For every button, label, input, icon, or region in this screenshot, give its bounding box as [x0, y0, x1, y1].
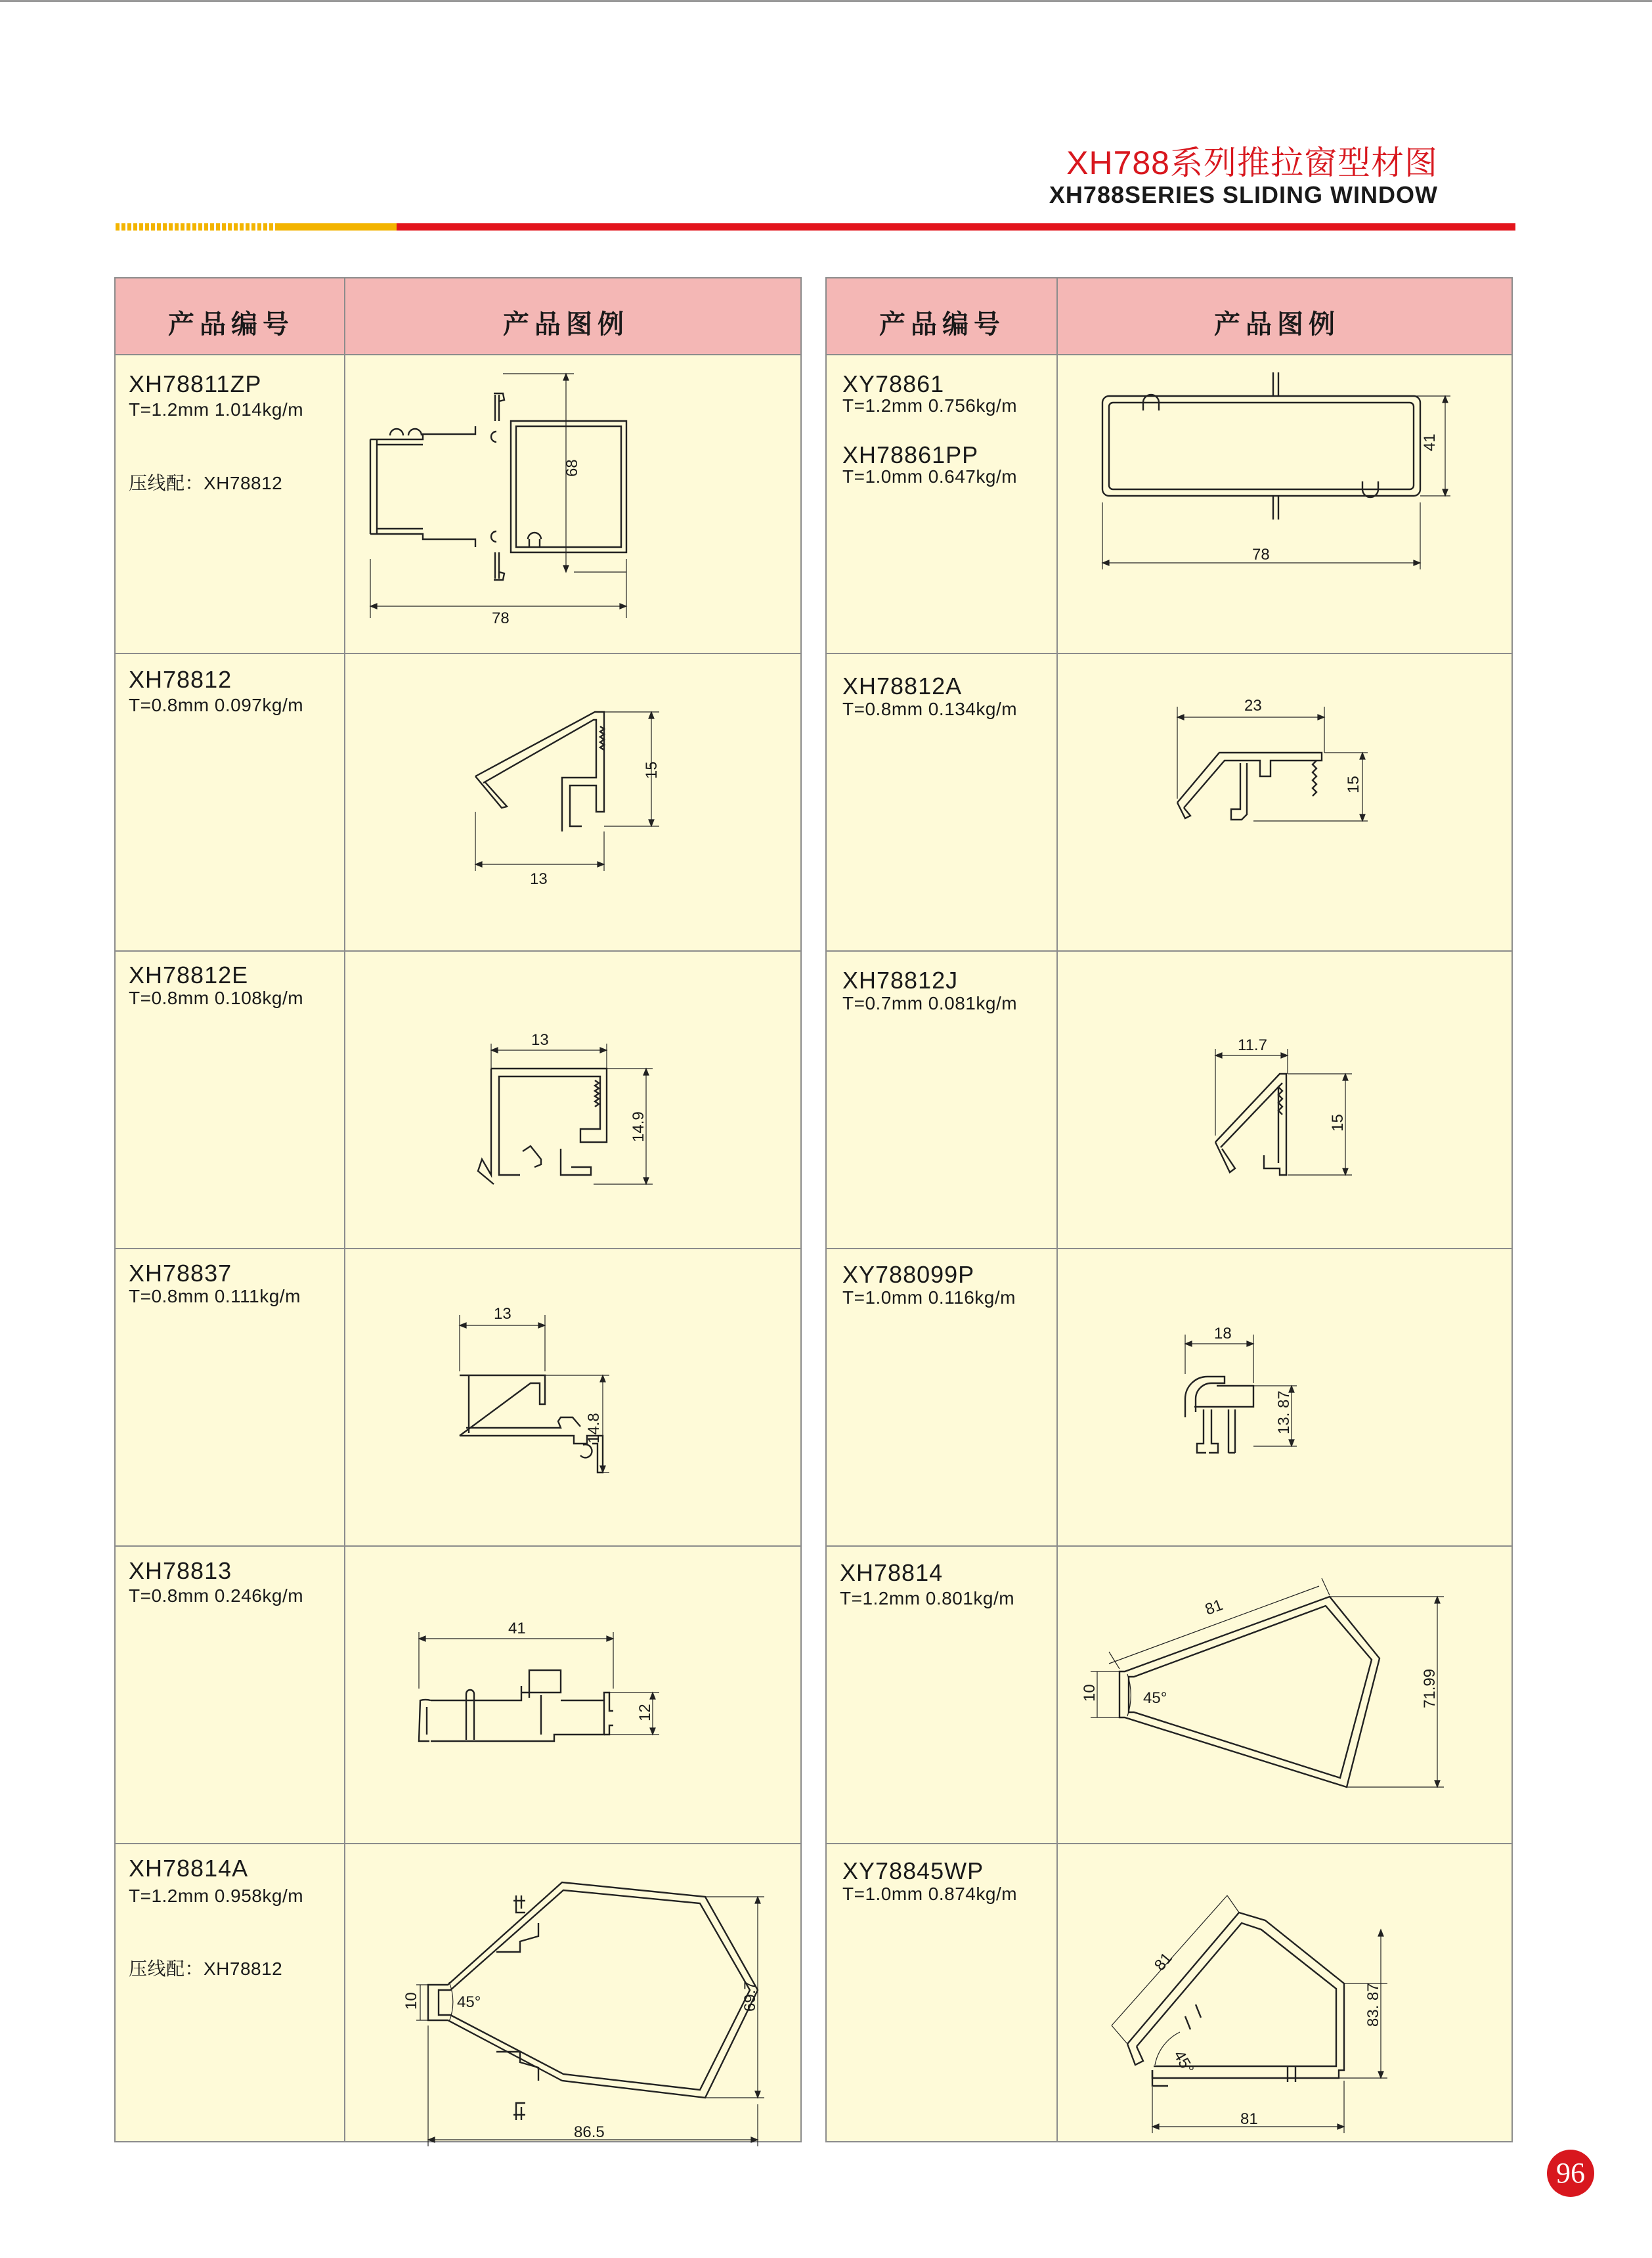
- product-code: XH78812A: [842, 673, 963, 699]
- header-rule-orange: [276, 223, 398, 231]
- page-title-cn: XH788系列推拉窗型材图: [1066, 144, 1438, 181]
- profile-drawing-xh78812e: [344, 952, 802, 1248]
- profile-drawing-xh78812j: [1056, 952, 1513, 1248]
- product-spec: T=0.8mm 0.108kg/m: [129, 988, 304, 1008]
- product-spec: T=1.2mm 0.801kg/m: [840, 1588, 1015, 1608]
- profile-drawing-xh78814: [1056, 1547, 1513, 1843]
- dim-height: 83. 87: [1364, 1983, 1382, 2027]
- dim-width: 78: [492, 609, 510, 627]
- dim-height: 10: [402, 1992, 420, 2010]
- product-spec: T=1.2mm 1.014kg/m: [129, 399, 304, 420]
- table-header-row: [116, 278, 800, 355]
- product-code: XH78837: [129, 1260, 232, 1287]
- product-code: XH78812J: [842, 967, 959, 994]
- product-code: XH78812E: [129, 962, 249, 988]
- profile-drawing-xy788099p: [1056, 1249, 1513, 1545]
- dim-height: 69.7: [741, 1981, 759, 2012]
- dim-width: 13: [530, 870, 548, 888]
- page-title-en: XH788SERIES SLIDING WINDOW: [1049, 181, 1438, 208]
- dim-height: 14.8: [585, 1413, 603, 1444]
- dim-width: 23: [1244, 697, 1262, 715]
- product-spec: T=0.8mm 0.097kg/m: [129, 695, 304, 715]
- product-note: 压线配：XH78812: [129, 473, 283, 493]
- dim-width: 78: [1252, 546, 1270, 564]
- product-note: 压线配：XH78812: [129, 1959, 283, 1979]
- dim-length: 81: [1150, 1949, 1176, 1974]
- product-code: XH78861PP: [842, 441, 979, 468]
- profile-table-left: [114, 277, 802, 2142]
- page-number-badge: 96: [1547, 2150, 1594, 2197]
- header-figure: 产品图例: [1214, 310, 1340, 339]
- dim-width: 13: [531, 1031, 549, 1049]
- profile-drawing-xh78814a: [344, 1844, 802, 2144]
- dim-width: 18: [1214, 1325, 1232, 1342]
- product-spec: T=0.8mm 0.134kg/m: [842, 699, 1018, 719]
- profile-drawing-xh78837: [344, 1249, 802, 1545]
- dim-height: 15: [1345, 776, 1362, 793]
- dim-height: 15: [1329, 1114, 1347, 1132]
- product-code: XH78813: [129, 1557, 232, 1584]
- dim-width: 86.5: [574, 2123, 605, 2141]
- profile-drawing-xh78812a: [1056, 654, 1513, 950]
- product-code: XY78845WP: [842, 1857, 984, 1884]
- dim-height: 15: [643, 761, 661, 779]
- product-code: XY78861: [842, 370, 945, 397]
- dim-height: 14.9: [630, 1111, 647, 1142]
- dim-width: 13: [494, 1305, 511, 1323]
- product-spec: T=1.2mm 0.756kg/m: [842, 395, 1018, 416]
- product-code: XH78811ZP: [129, 370, 262, 397]
- dim-width: 81: [1240, 2110, 1258, 2128]
- profile-drawing-xy78845wp: [1056, 1844, 1513, 2144]
- profile-drawing-xh78812: [344, 654, 802, 950]
- dim-height: 12: [636, 1704, 654, 1721]
- profile-drawing-xy78861: [1056, 355, 1513, 653]
- dim-angle: 45°: [1169, 2047, 1198, 2077]
- top-border: [0, 0, 1652, 2]
- product-spec: T=0.8mm 0.246kg/m: [129, 1585, 304, 1606]
- product-code: XY788099P: [842, 1261, 975, 1288]
- header-code: 产品编号: [879, 310, 1005, 339]
- profile-drawing-xh78813: [344, 1547, 802, 1843]
- dim-height: 68: [563, 459, 581, 477]
- product-code: XH78812: [129, 666, 232, 693]
- dim-angle: 45°: [457, 1993, 481, 2011]
- product-code: XH78814A: [129, 1855, 249, 1882]
- header-code: 产品编号: [168, 310, 294, 339]
- dim-angle: 45°: [1143, 1689, 1167, 1707]
- dim-width: 11.7: [1238, 1036, 1267, 1054]
- product-spec: T=1.0mm 0.874kg/m: [842, 1884, 1018, 1904]
- product-spec: T=0.8mm 0.111kg/m: [129, 1286, 301, 1306]
- product-spec: T=1.2mm 0.958kg/m: [129, 1886, 304, 1906]
- product-spec: T=1.0mm 0.116kg/m: [842, 1287, 1016, 1308]
- dim-height: 71.99: [1421, 1668, 1439, 1708]
- product-code: XH78814: [840, 1559, 944, 1586]
- dim-width: 41: [508, 1620, 526, 1637]
- header-rule-red: [397, 223, 1515, 231]
- table-header-row: [827, 278, 1511, 355]
- profile-table-right: [825, 277, 1513, 2142]
- product-spec: T=1.0mm 0.647kg/m: [842, 466, 1018, 487]
- product-spec: T=0.7mm 0.081kg/m: [842, 993, 1018, 1013]
- dim-height: 13. 87: [1275, 1390, 1293, 1434]
- dim-height: 41: [1421, 433, 1439, 451]
- profile-drawing-xh78811zp: [344, 355, 802, 653]
- header-figure: 产品图例: [503, 310, 629, 339]
- dim-height: 10: [1081, 1684, 1098, 1702]
- dim-length: 81: [1202, 1596, 1226, 1619]
